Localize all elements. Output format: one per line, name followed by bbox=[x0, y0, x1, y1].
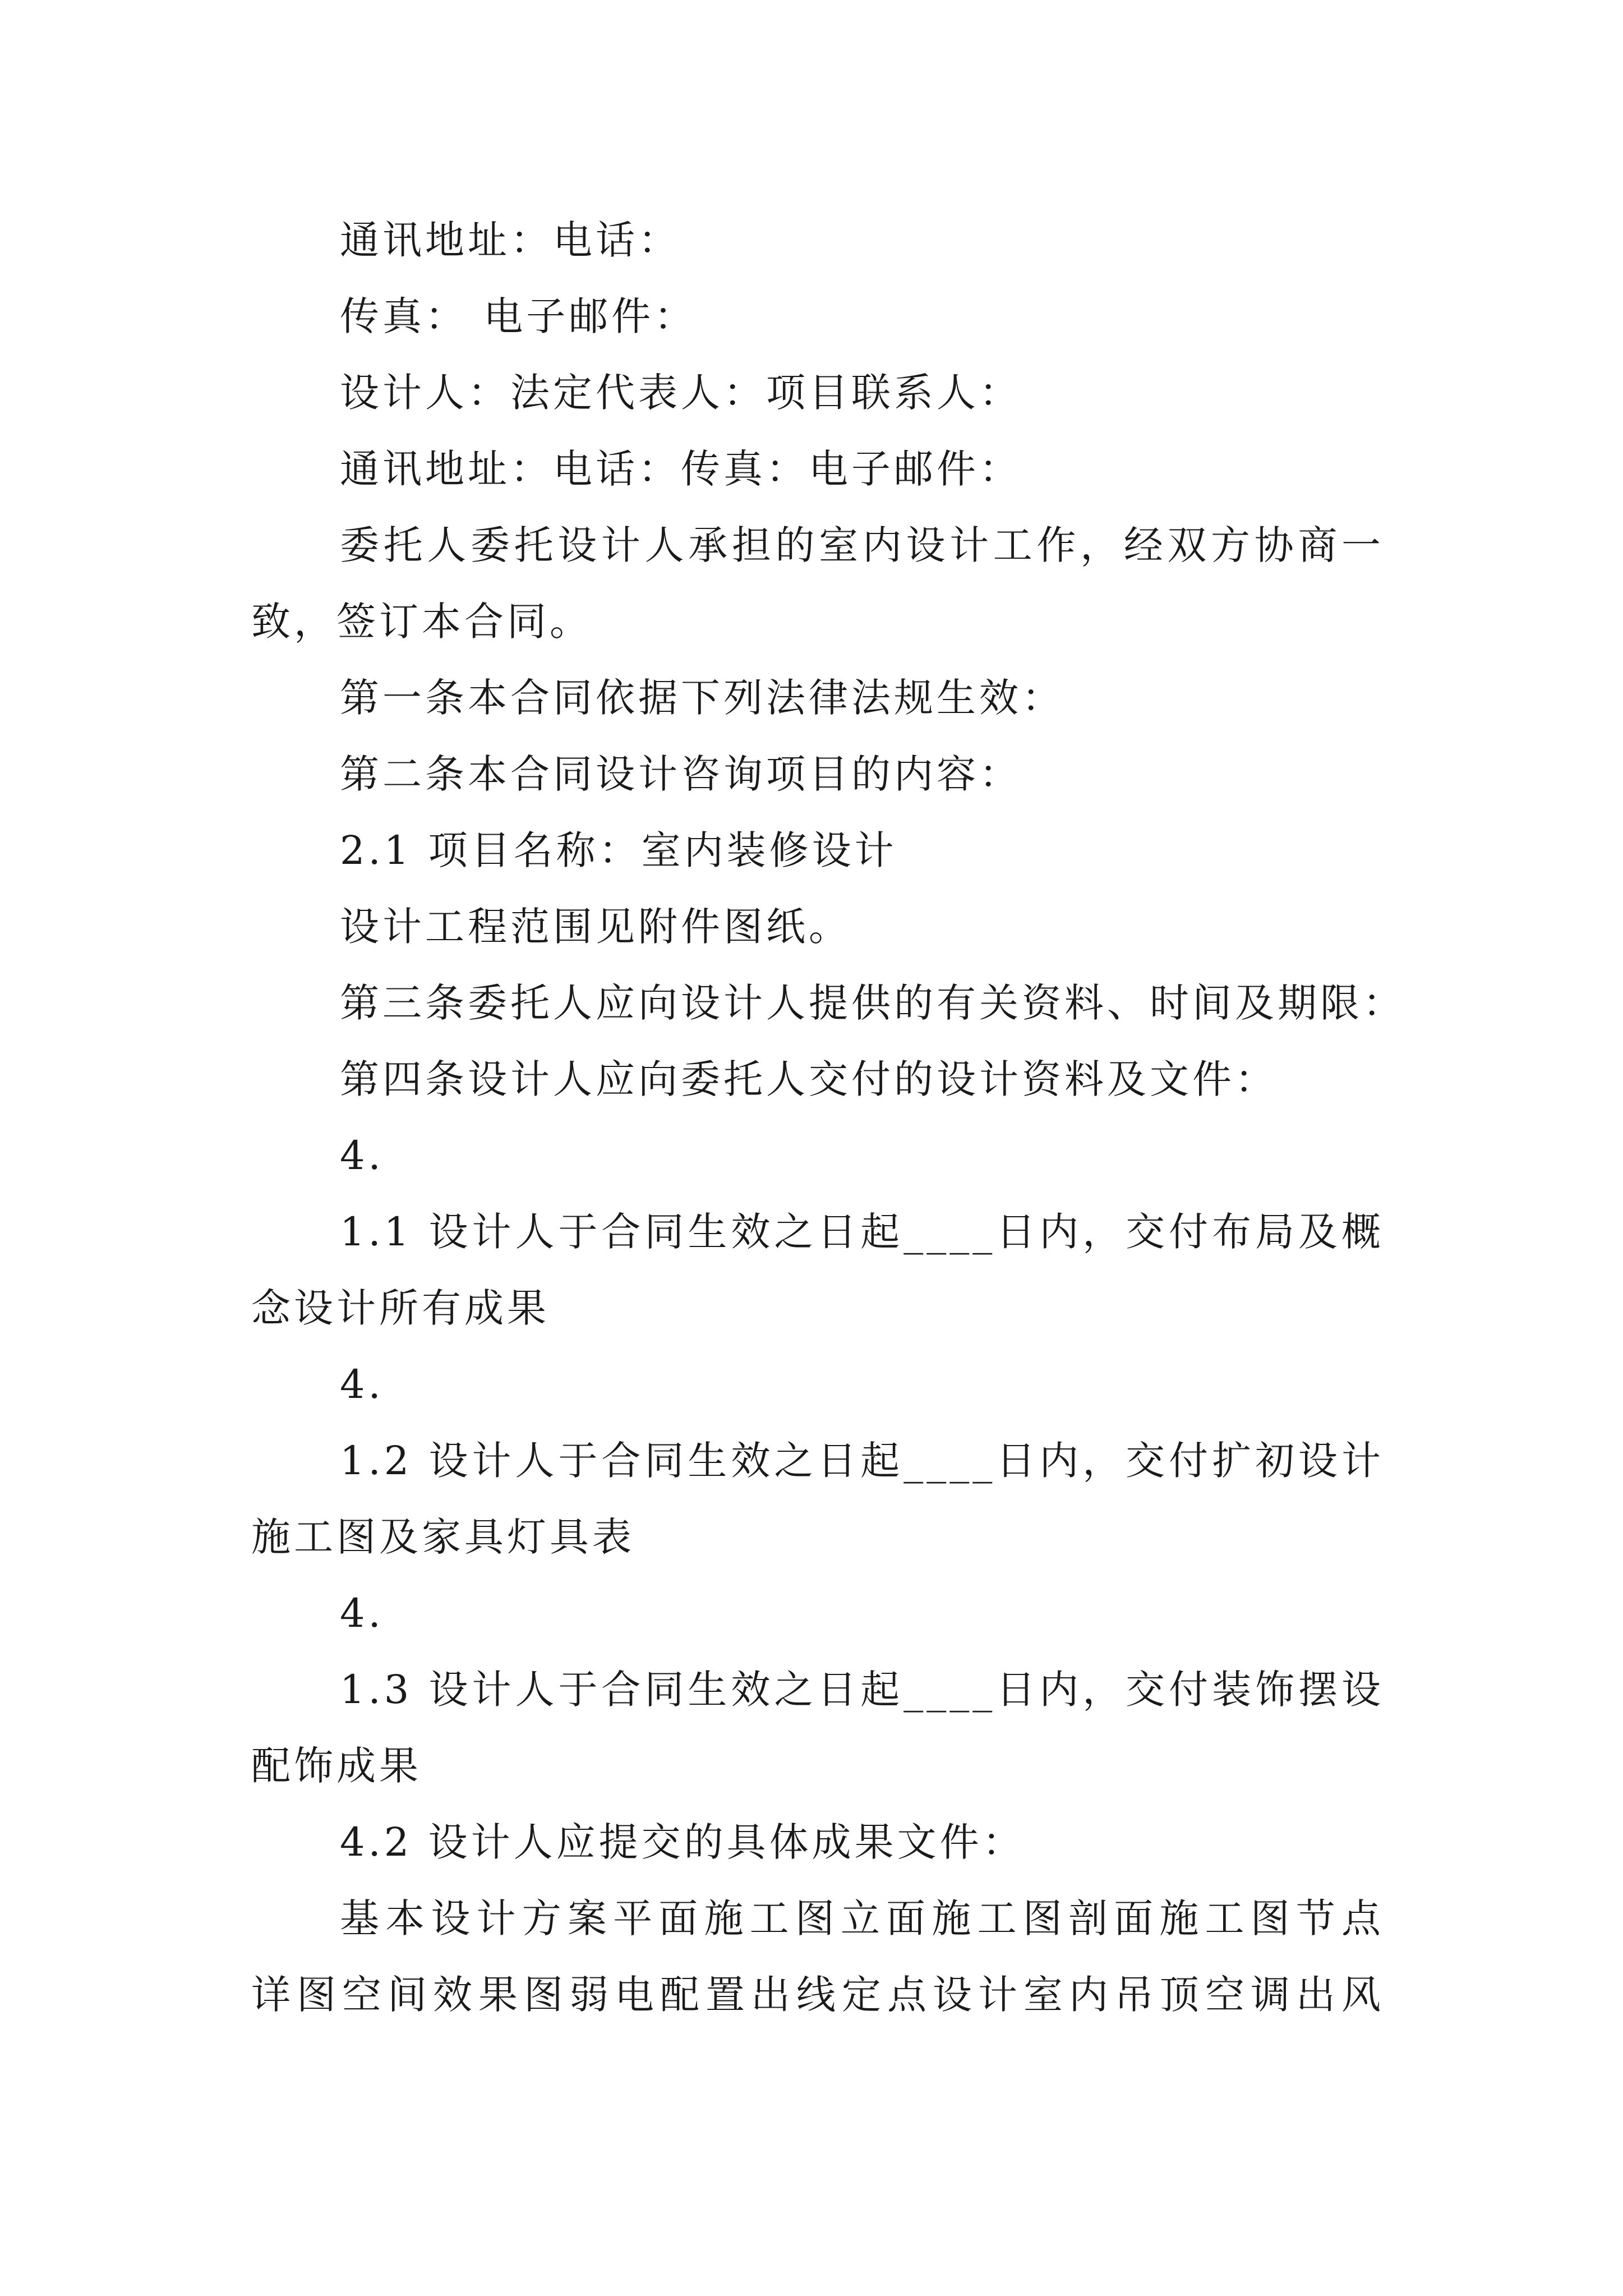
text-line: 施工图及家具灯具表 bbox=[251, 1514, 635, 1560]
text-line: 基本设计方案平面施工图立面施工图剖面施工图节点 bbox=[340, 1895, 1384, 1941]
text-line: 设计工程范围见附件图纸。 bbox=[340, 904, 851, 950]
text-line: 配饰成果 bbox=[251, 1743, 422, 1789]
text-line: 传真： 电子邮件： bbox=[340, 293, 697, 339]
text-line: 通讯地址：电话： bbox=[340, 217, 681, 263]
text-line: 第二条本合同设计咨询项目的内容： bbox=[340, 751, 1022, 797]
text-line: 第一条本合同依据下列法律法规生效： bbox=[340, 675, 1064, 721]
text-line: 详图空间效果图弱电配置出线定点设计室内吊顶空调出风 bbox=[251, 1972, 1384, 2018]
text-line: 致，签订本合同。 bbox=[251, 599, 592, 645]
text-line: 2.1 项目名称：室内装修设计 bbox=[340, 827, 897, 873]
text-line: 4. bbox=[340, 1133, 384, 1179]
text-line: 第四条设计人应向委托人交付的设计资料及文件： bbox=[340, 1056, 1278, 1102]
text-line: 念设计所有成果 bbox=[251, 1285, 550, 1331]
text-line: 通讯地址：电话：传真：电子邮件： bbox=[340, 446, 1022, 492]
text-line: 1.1 设计人于合同生效之日起____日内，交付布局及概 bbox=[340, 1209, 1384, 1255]
text-line: 4.2 设计人应提交的具体成果文件： bbox=[340, 1819, 1025, 1865]
text-line: 4. bbox=[340, 1361, 384, 1407]
text-line: 1.3 设计人于合同生效之日起____日内，交付装饰摆设 bbox=[340, 1667, 1384, 1713]
text-line: 4. bbox=[340, 1590, 384, 1636]
text-line: 委托人委托设计人承担的室内设计工作，经双方协商一 bbox=[340, 522, 1384, 568]
text-line: 1.2 设计人于合同生效之日起____日内，交付扩初设计 bbox=[340, 1438, 1384, 1484]
text-line: 第三条委托人应向设计人提供的有关资料、时间及期限： bbox=[340, 980, 1405, 1026]
document-page bbox=[251, 202, 1405, 2033]
text-line: 设计人：法定代表人：项目联系人： bbox=[340, 370, 1022, 416]
